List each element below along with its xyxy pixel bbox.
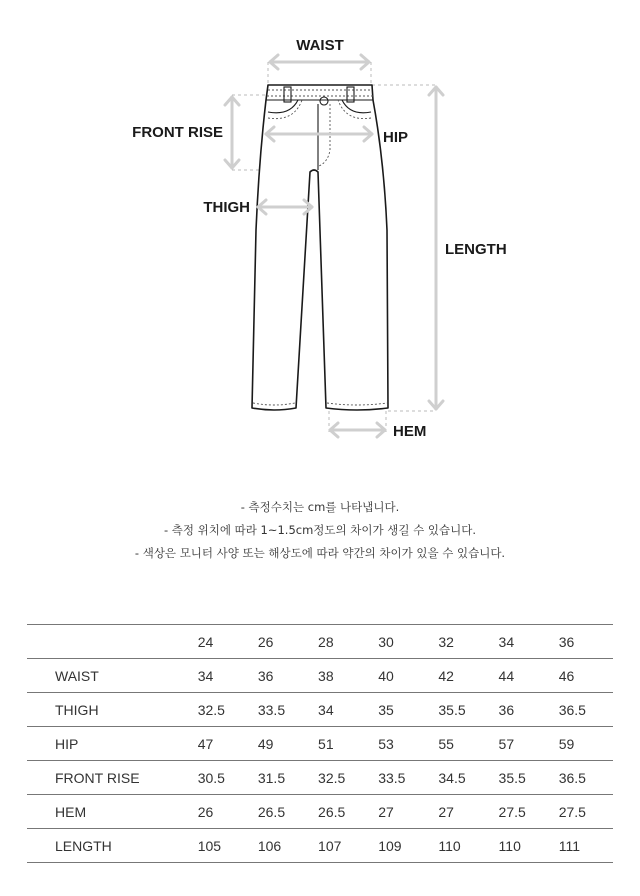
row-label: THIGH (27, 693, 192, 727)
table-cell: 34.5 (432, 761, 492, 795)
table-cell: 59 (553, 727, 613, 761)
table-cell: 107 (312, 829, 372, 863)
table-cell: 110 (432, 829, 492, 863)
size-header-cell: 26 (252, 625, 312, 659)
table-row-thigh (27, 693, 613, 727)
length-label: LENGTH (445, 241, 507, 258)
size-header-cell: 32 (432, 625, 492, 659)
table-cell: 27 (372, 795, 432, 829)
table-cell: 55 (432, 727, 492, 761)
table-cell: 34 (192, 659, 252, 693)
table-cell: 32.5 (192, 693, 252, 727)
table-cell: 26.5 (312, 795, 372, 829)
table-cell: 47 (192, 727, 252, 761)
size-table (27, 624, 613, 863)
waist-arrow (270, 55, 369, 69)
size-header-cell: 28 (312, 625, 372, 659)
table-cell: 49 (252, 727, 312, 761)
hem-arrow (330, 423, 385, 437)
table-cell: 36 (252, 659, 312, 693)
table-cell: 46 (553, 659, 613, 693)
table-cell: 30.5 (192, 761, 252, 795)
table-cell: 57 (493, 727, 553, 761)
table-cell: 40 (372, 659, 432, 693)
table-row-hip (27, 727, 613, 761)
table-cell: 26.5 (252, 795, 312, 829)
table-cell: 31.5 (252, 761, 312, 795)
note-line: - 측정수치는 cm를 나타냅니다. (240, 500, 400, 514)
table-row-front-rise (27, 761, 613, 795)
note-line: - 색상은 모니터 사양 또는 해상도에 따라 약간의 차이가 있을 수 있습니다. (134, 546, 506, 560)
size-header-cell: 34 (493, 625, 553, 659)
table-cell: 27.5 (553, 795, 613, 829)
length-arrow (429, 87, 443, 409)
thigh-label: THIGH (203, 199, 250, 216)
row-label: HEM (27, 795, 192, 829)
table-cell: 36.5 (553, 693, 613, 727)
row-label: WAIST (27, 659, 192, 693)
table-cell: 44 (493, 659, 553, 693)
size-header-cell: 30 (372, 625, 432, 659)
row-label: FRONT RISE (27, 761, 192, 795)
table-cell: 110 (493, 829, 553, 863)
table-cell: 35.5 (432, 693, 492, 727)
table-cell: 36.5 (553, 761, 613, 795)
table-cell: 27 (432, 795, 492, 829)
note-line: - 측정 위치에 따라 1~1.5cm정도의 차이가 생길 수 있습니다. (164, 523, 476, 537)
table-cell: 34 (312, 693, 372, 727)
table-cell: 27.5 (493, 795, 553, 829)
size-header-row (27, 625, 613, 659)
table-cell: 35 (372, 693, 432, 727)
table-cell: 33.5 (252, 693, 312, 727)
hem-label: HEM (393, 423, 427, 440)
header-corner-cell (27, 625, 192, 659)
hip-label: HIP (383, 129, 409, 146)
table-cell: 105 (192, 829, 252, 863)
table-cell: 35.5 (493, 761, 553, 795)
waist-label: WAIST (296, 37, 344, 54)
table-row-length (27, 829, 613, 863)
row-label: HIP (27, 727, 192, 761)
table-row-waist (27, 659, 613, 693)
size-header-cell: 24 (192, 625, 252, 659)
table-cell: 38 (312, 659, 372, 693)
table-cell: 111 (553, 829, 613, 863)
front-rise-label: FRONT RISE (132, 124, 223, 141)
table-cell: 36 (493, 693, 553, 727)
table-cell: 33.5 (372, 761, 432, 795)
measurement-notes (0, 496, 640, 565)
front-rise-arrow (225, 97, 239, 168)
table-cell: 26 (192, 795, 252, 829)
table-cell: 51 (312, 727, 372, 761)
table-cell: 109 (372, 829, 432, 863)
table-cell: 53 (372, 727, 432, 761)
size-header-cell: 36 (553, 625, 613, 659)
table-row-hem (27, 795, 613, 829)
row-label: LENGTH (27, 829, 192, 863)
table-cell: 42 (432, 659, 492, 693)
table-cell: 106 (252, 829, 312, 863)
table-cell: 32.5 (312, 761, 372, 795)
